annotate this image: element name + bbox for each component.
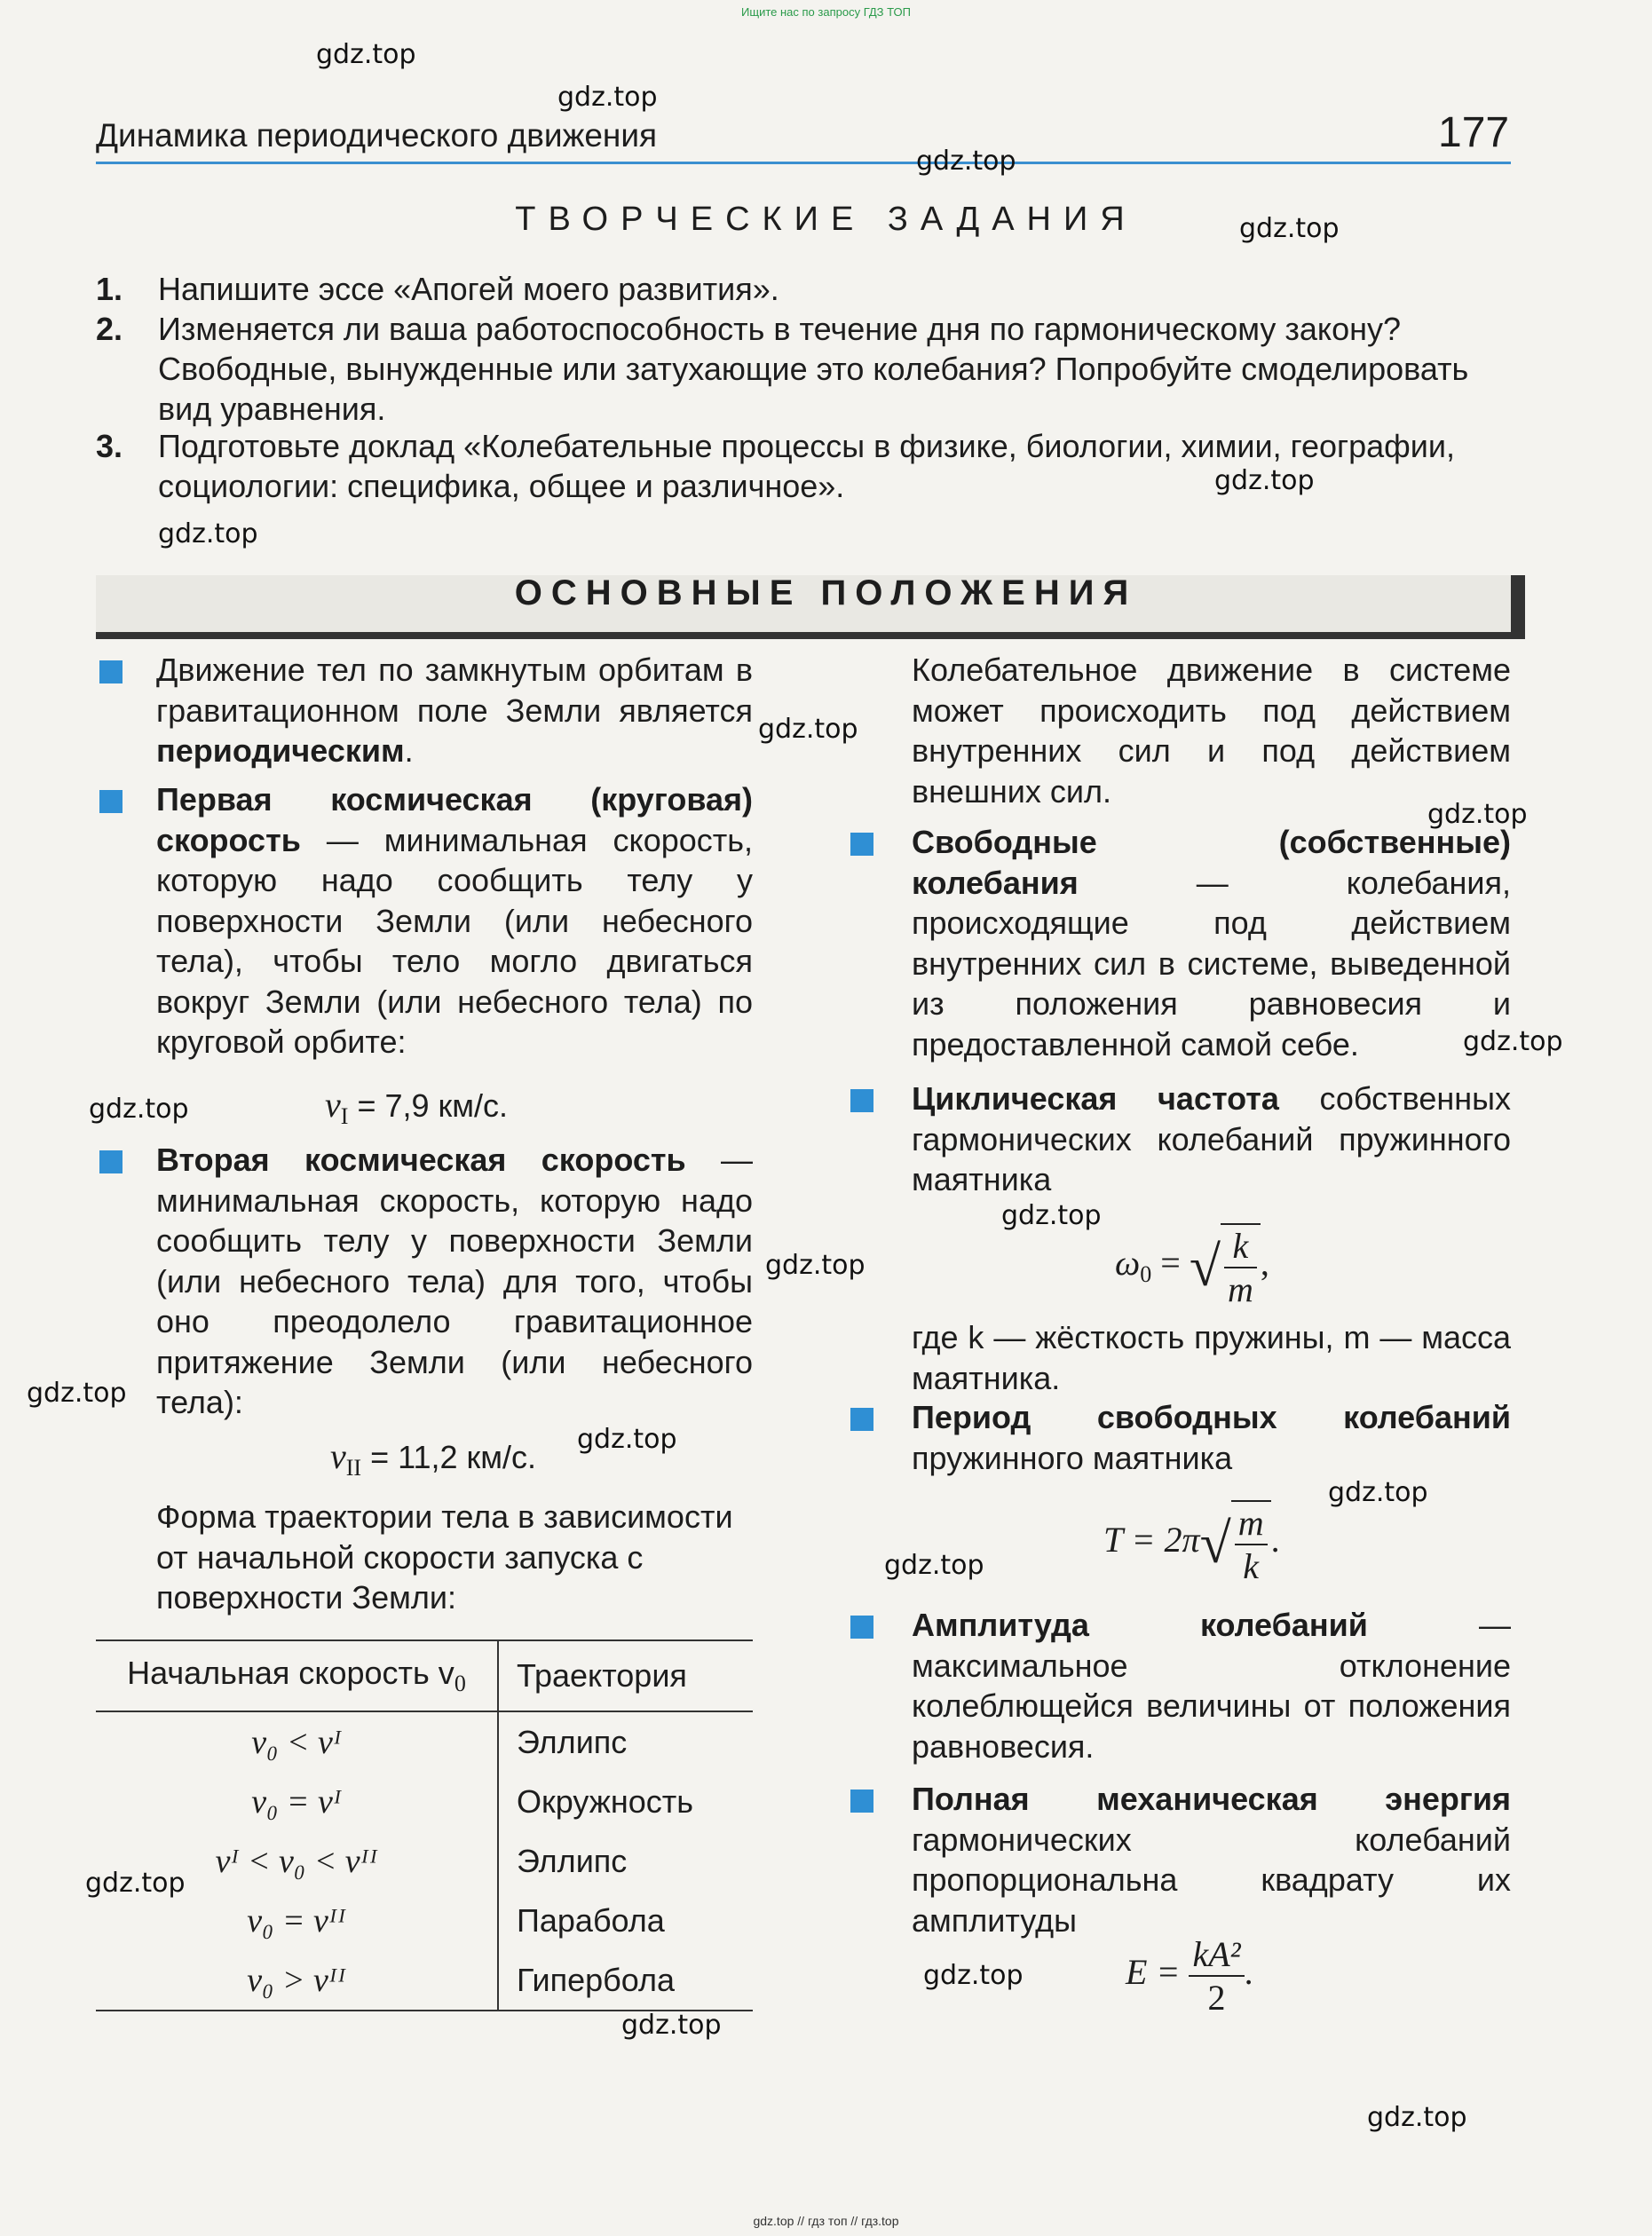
paragraph-free-oscillations: Свободные (собственные) колебания — колебания, происходящие под действием внутренних сил в системе, выведенной из положения равновесия и предоставленной самой себе. bbox=[912, 824, 1511, 1063]
bullet-square-icon bbox=[850, 1616, 873, 1639]
column-header-speed: Начальная скорость $v_0$ bbox=[96, 1640, 498, 1711]
table-row bbox=[96, 1950, 753, 2011]
formula-second-cosmic: $v_{II} = 11,2$ км/с. bbox=[330, 1436, 537, 1481]
column-header-trajectory: Траектория bbox=[498, 1640, 753, 1711]
footer-note: gdz.top // гдз топ // гдз.top bbox=[753, 2214, 899, 2228]
bullet-square-icon bbox=[99, 1150, 123, 1173]
bullet-square-icon bbox=[850, 833, 873, 856]
formula-cyclic-frequency: $\omega_0$ = √ $\frac{k}{m}$ , bbox=[1115, 1223, 1269, 1310]
speed-condition: v₀ < vᴵ bbox=[96, 1711, 498, 1772]
watermark: gdz.top bbox=[884, 1550, 984, 1581]
task-text: Изменяется ли ваша работоспособность в течение дня по гармоническому закону? Свободные, вынужденные или затухающие это колебания? Попробуйте смоделировать вид уравнения. bbox=[158, 311, 1469, 427]
trajectory-value: Окружность bbox=[517, 1782, 694, 1820]
watermark: gdz.top bbox=[1214, 465, 1315, 496]
paragraph-amplitude: Амплитуда колебаний — максимальное отклонение колеблющейся величины от положения равновесия. bbox=[912, 1607, 1511, 1765]
task-number: 3. bbox=[96, 428, 123, 464]
watermark: gdz.top bbox=[557, 82, 658, 113]
trajectory-value: Эллипс bbox=[517, 1842, 628, 1879]
speed-condition: v₀ = vᴵᴵ bbox=[96, 1891, 498, 1950]
header-rule bbox=[96, 162, 1511, 164]
watermark: gdz.top bbox=[916, 146, 1016, 177]
running-title: Динамика периодического движения bbox=[96, 117, 658, 154]
table-row bbox=[96, 1891, 753, 1950]
formula-energy: E = $\frac{\text{kA²}}{2}$ . bbox=[1126, 1934, 1253, 2018]
paragraph-stiffness-note: где k — жёсткость пружины, m — масса маятника. bbox=[912, 1319, 1511, 1396]
watermark: gdz.top bbox=[1239, 213, 1340, 244]
sqrt-icon: √ bbox=[1199, 1512, 1231, 1575]
watermark: gdz.top bbox=[577, 1424, 677, 1455]
search-hint: Ищите нас по запросу ГДЗ ТОП bbox=[741, 5, 911, 19]
speed-condition: v₀ > vᴵᴵ bbox=[96, 1950, 498, 2011]
paragraph-period: Период свободных колебаний пружинного маятника bbox=[912, 1399, 1511, 1476]
formula-period: T = 2π√ $\frac{m}{k}$ . bbox=[1103, 1500, 1280, 1587]
bullet-square-icon bbox=[99, 790, 123, 813]
table-row bbox=[96, 1711, 753, 1772]
watermark: gdz.top bbox=[758, 714, 858, 745]
bullet-square-icon bbox=[850, 1089, 873, 1112]
watermark: gdz.top bbox=[85, 1868, 186, 1899]
table-header-row bbox=[96, 1640, 753, 1711]
table-row bbox=[96, 1831, 753, 1891]
table-row bbox=[96, 1772, 753, 1831]
paragraph-oscillation-intro: Колебательное движение в системе может происходить под действием внутренних сил и под действием внешних сил. bbox=[912, 652, 1511, 810]
bullet-square-icon bbox=[99, 660, 123, 683]
paragraph-mechanical-energy: Полная механическая энергия гармонических колебаний пропорциональна квадрату их амплитуды bbox=[912, 1781, 1511, 1939]
watermark: gdz.top bbox=[923, 1960, 1024, 1991]
trajectory-value: Гипербола bbox=[517, 1961, 675, 1998]
watermark: gdz.top bbox=[1427, 799, 1528, 830]
formula-first-cosmic: $v_I = 7,9$ км/с. bbox=[325, 1085, 509, 1129]
watermark: gdz.top bbox=[1463, 1026, 1563, 1057]
watermark: gdz.top bbox=[621, 2010, 722, 2041]
speed-condition: v₀ = vᴵ bbox=[96, 1772, 498, 1831]
watermark: gdz.top bbox=[1001, 1200, 1102, 1231]
paragraph-first-cosmic-speed: Первая космическая (круговая) скорость — минимальная скорость, которую надо сообщить телу у поверхности Земли (или небесного тела), чтобы тело могло двигаться вокруг Земли (или небесного тела) по круговой орбите: bbox=[156, 781, 753, 1060]
task-number: 2. bbox=[96, 311, 123, 347]
main-positions-title: ОСНОВНЫЕ ПОЛОЖЕНИЯ bbox=[514, 573, 1138, 612]
task-text: Напишите эссе «Апогей моего развития». bbox=[158, 271, 779, 307]
task-text: Подготовьте доклад «Колебательные процессы в физике, биологии, химии, географии, социологии: специфика, общее и различное». bbox=[158, 428, 1456, 504]
bullet-square-icon bbox=[850, 1790, 873, 1813]
watermark: gdz.top bbox=[765, 1250, 866, 1281]
speed-condition: vᴵ < v₀ < vᴵᴵ bbox=[96, 1831, 498, 1891]
paragraph-cyclic-frequency: Циклическая частота собственных гармонических колебаний пружинного маятника bbox=[912, 1080, 1512, 1197]
watermark: gdz.top bbox=[27, 1378, 127, 1409]
paragraph-periodic-motion: Движение тел по замкнутым орбитам в гравитационном поле Земли является периодическим. bbox=[156, 652, 753, 769]
creative-tasks-title: ТВОРЧЕСКИЕ ЗАДАНИЯ bbox=[515, 201, 1137, 238]
page-number: 177 bbox=[1438, 109, 1510, 156]
watermark: gdz.top bbox=[1328, 1477, 1428, 1508]
paragraph-trajectory-intro: Форма траектории тела в зависимости от начальной скорости запуска с поверхности Земли: bbox=[156, 1498, 733, 1616]
bullet-square-icon bbox=[850, 1408, 873, 1431]
task-item bbox=[96, 309, 1511, 429]
task-item bbox=[96, 269, 1511, 309]
watermark: gdz.top bbox=[1367, 2102, 1467, 2133]
sqrt-icon: √ bbox=[1189, 1235, 1221, 1298]
paragraph-second-cosmic-speed: Вторая космическая скорость — минимальная скорость, которую надо сообщить телу у поверхности Земли (или небесного тела) для того, чтобы оно преодолело гравитационное притяжение Земли (или небесного тела): bbox=[156, 1142, 753, 1420]
watermark: gdz.top bbox=[89, 1094, 189, 1125]
trajectory-value: Эллипс bbox=[517, 1723, 628, 1760]
trajectory-table bbox=[96, 1639, 753, 2011]
watermark: gdz.top bbox=[316, 39, 416, 70]
watermark: gdz.top bbox=[158, 518, 258, 549]
task-number: 1. bbox=[96, 271, 123, 307]
trajectory-value: Парабола bbox=[517, 1901, 665, 1939]
